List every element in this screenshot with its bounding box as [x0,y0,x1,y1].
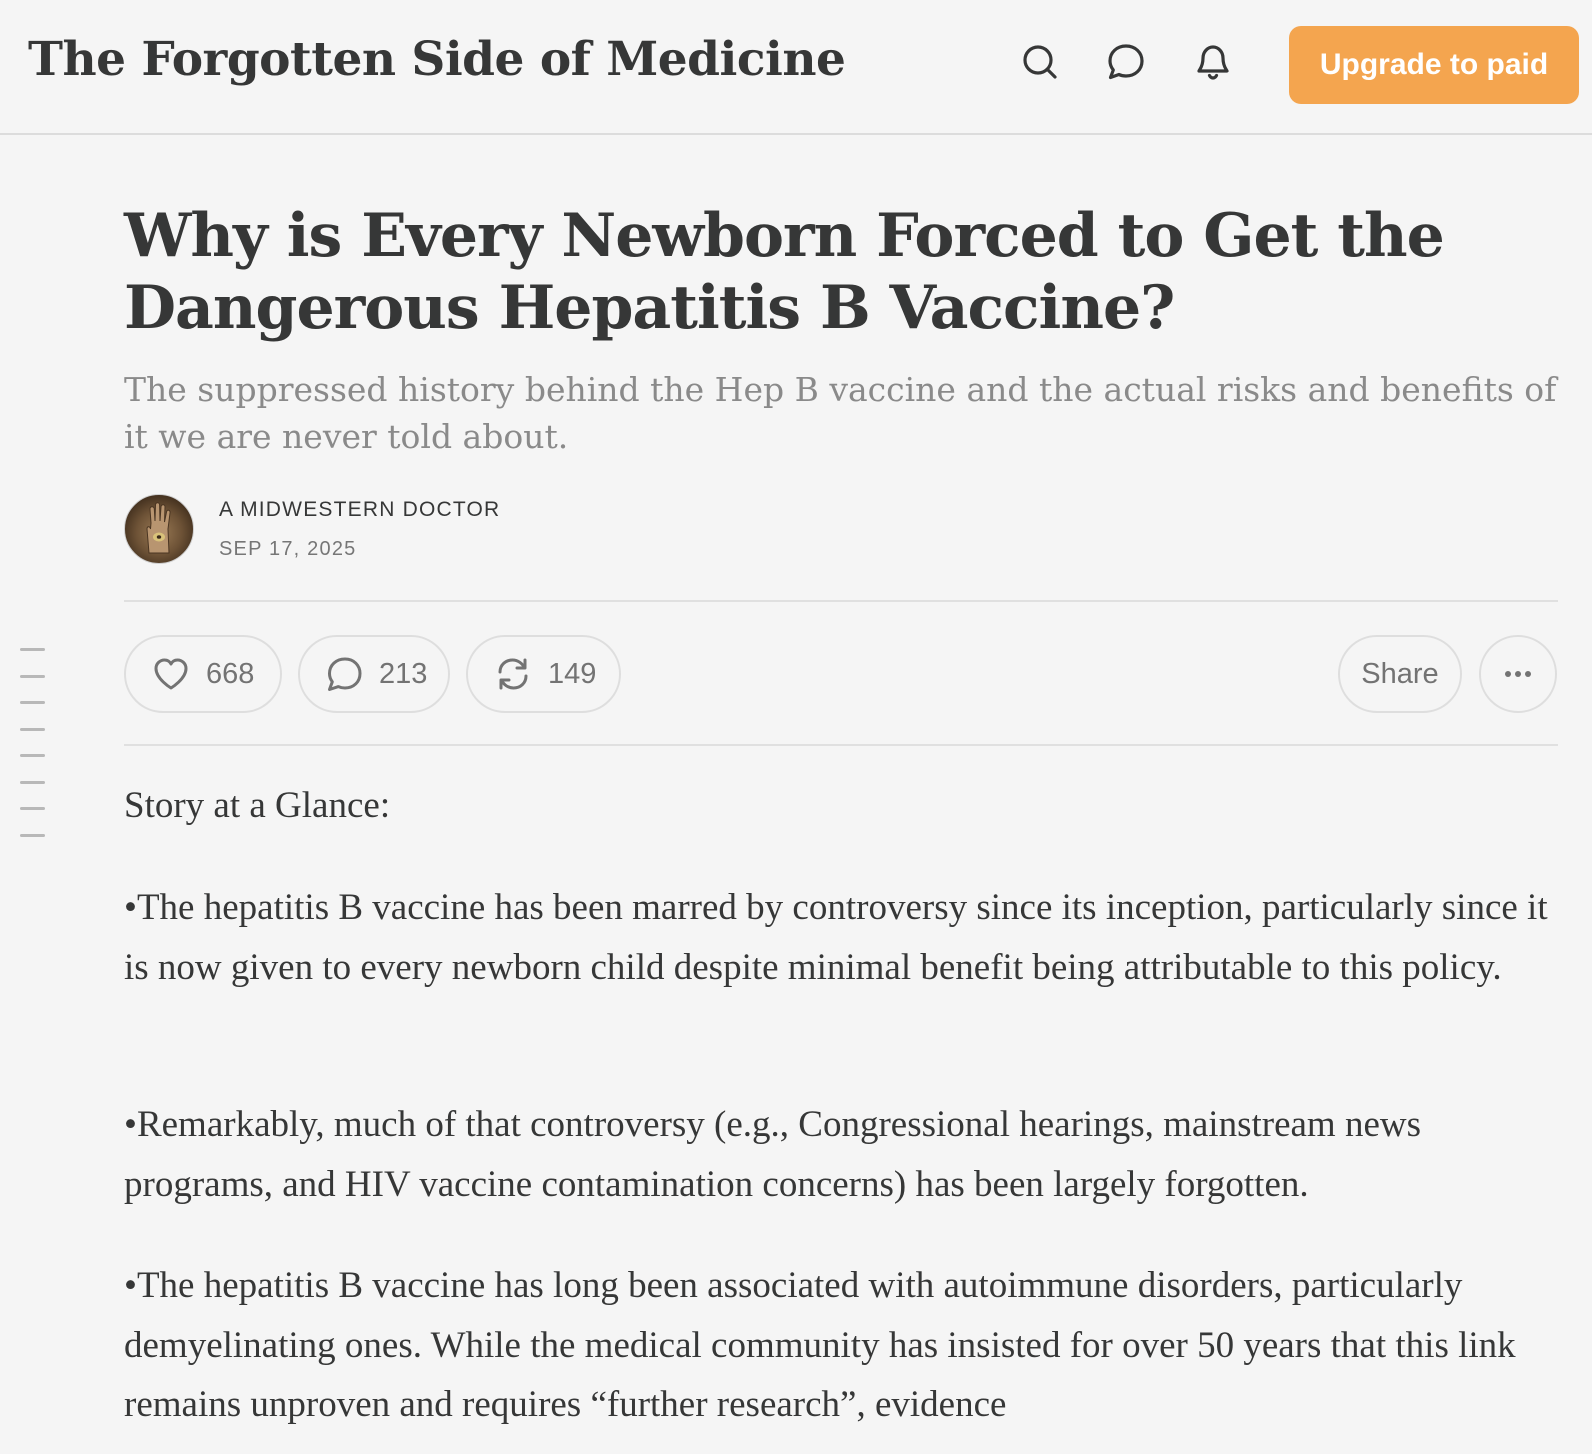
search-icon[interactable] [1020,42,1060,82]
author-name[interactable]: A MIDWESTERN DOCTOR [219,498,501,521]
toc-item[interactable] [20,754,45,757]
upgrade-button[interactable]: Upgrade to paid [1289,26,1579,104]
toc-item[interactable] [20,675,45,678]
restack-button[interactable] [466,635,621,713]
share-button[interactable]: Share [1338,635,1462,713]
divider [124,744,1558,746]
ellipsis-icon [1498,654,1538,694]
comment-button[interactable] [298,635,450,713]
like-count: 668 [206,657,255,690]
toc-item[interactable] [20,648,45,651]
post-date: SEP 17, 2025 [219,538,357,560]
author-avatar[interactable] [124,494,194,564]
chat-icon[interactable] [1106,42,1146,82]
toc-item[interactable] [20,728,45,731]
comment-icon [324,654,364,694]
like-button[interactable] [124,635,282,713]
comment-count: 213 [379,657,428,690]
toc-item[interactable] [20,781,45,784]
section-heading: Story at a Glance: [124,785,391,826]
toc-item[interactable] [20,807,45,810]
bell-icon[interactable] [1193,42,1233,82]
divider [124,600,1558,602]
toc-item[interactable] [20,834,45,837]
table-of-contents[interactable] [20,648,46,860]
restack-icon [493,654,533,694]
post-title: Why is Every Newborn Forced to Get the Dangerous Hepatitis B Vaccine? [124,201,1444,343]
heart-icon [151,654,191,694]
toc-item[interactable] [20,701,45,704]
post-subtitle: The suppressed history behind the Hep B vaccine and the actual risks and benefits of it we are never told about. [124,370,1557,456]
post-body [124,778,1564,1425]
body-paragraph: •Remarkably, much of that controversy (e.g., Congressional hearings, mainstream news programs, and HIV vaccine contamination concerns) has been largely forgotten. [124,1104,1421,1205]
publication-title[interactable]: The Forgotten Side of Medicine [28,32,846,87]
restack-count: 149 [548,657,597,690]
body-paragraph: •The hepatitis B vaccine has long been associated with autoimmune disorders, particularly demyelinating ones. While the medical community has insisted for over 50 years that this link remains unproven and requires “further research”, evidence [124,1265,1516,1425]
more-options-button[interactable] [1479,635,1557,713]
top-navbar [0,0,1592,135]
body-paragraph: •The hepatitis B vaccine has been marred by controversy since its inception, particularly since it is now given to every newborn child despite minimal benefit being attributable to this policy. [124,887,1548,988]
